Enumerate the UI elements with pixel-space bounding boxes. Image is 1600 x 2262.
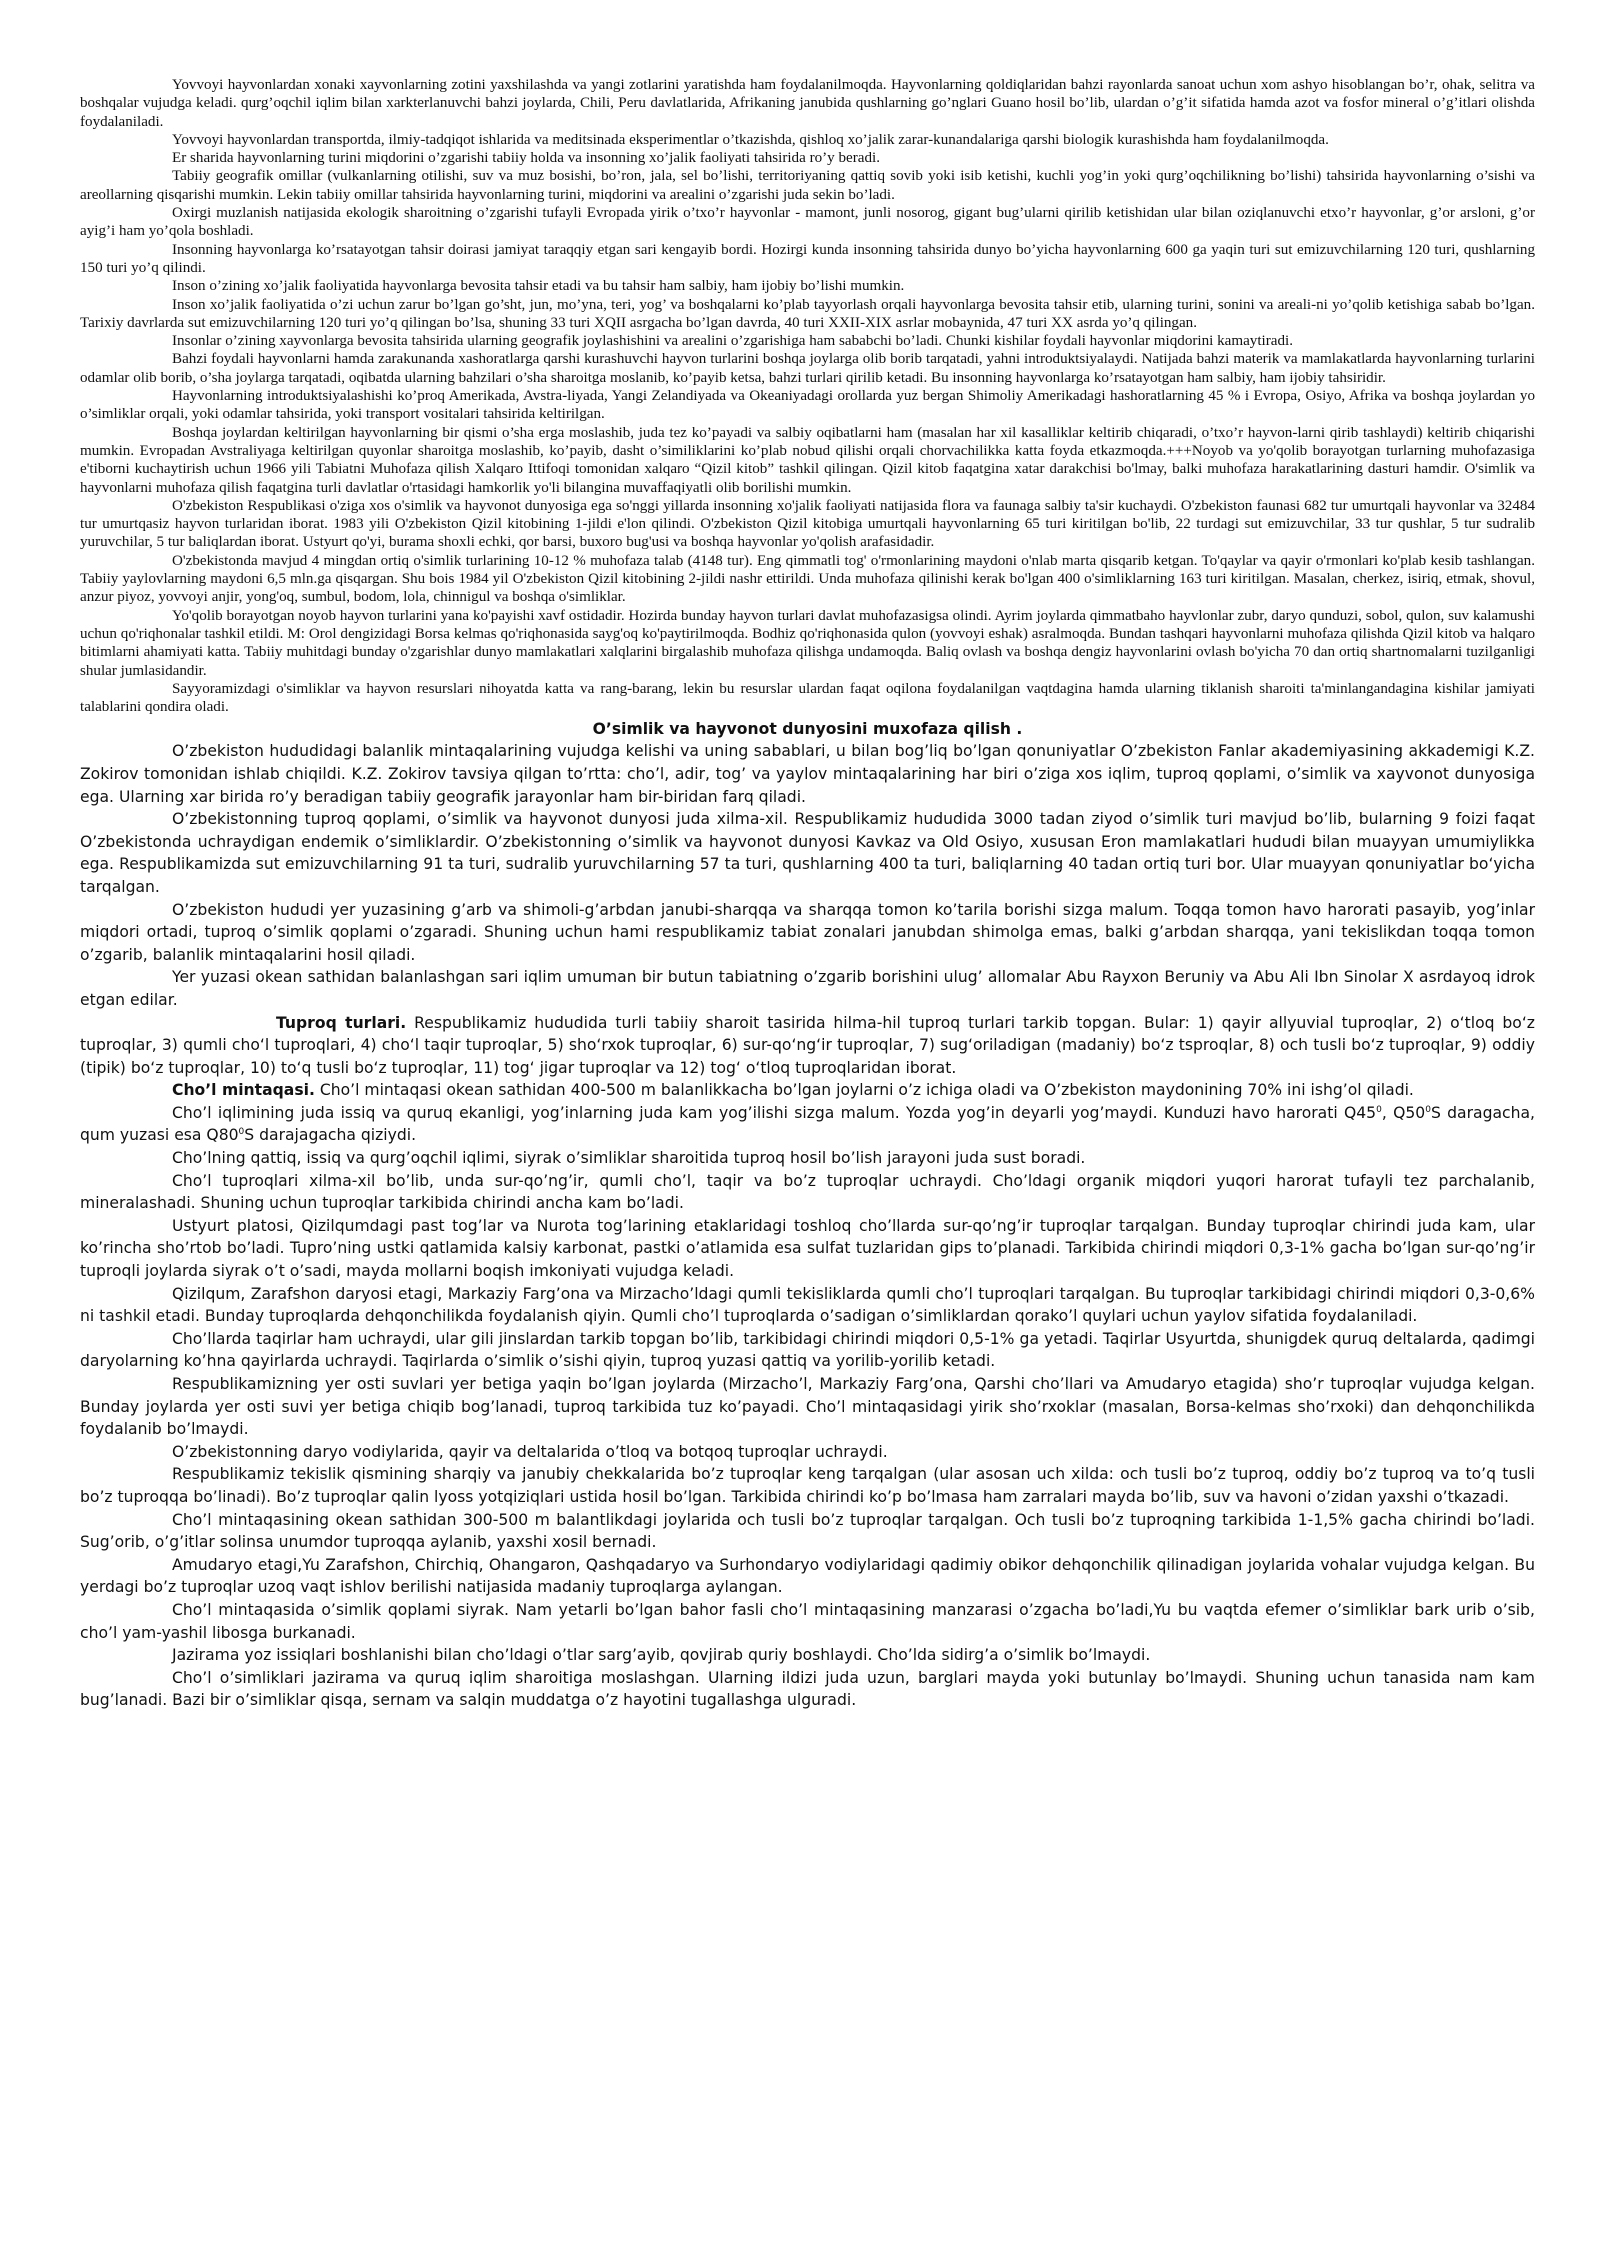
- text-run: S daragacha, qum yuzasi esa Q80: [80, 1103, 1536, 1145]
- paragraph: Yovvoyi hayvonlardan xonaki xayvonlarning zotini yaxshilashda va yangi zotlarini yaratishda ham foydalanilmoqda. Hayvonlarning qoldiqlaridan bahzi rayonlarda sanoat uchun xom ashyo hisoblangan bo’r, ohak, selitra va boshqalar vujudga keladi. qurg’oqchil iqlim bilan xarkterlanuvchi bahzi joylarda, Chili, Peru davlatlarida, Afrikaning janubida qushlarning go’nglari Guano hosil bo’lib, ulardan o’g’it sifatida hamda azot va fosfor mineral o’g’itlari olishda foydalaniladi.: [80, 77, 1535, 130]
- paragraph: Boshqa joylardan keltirilgan hayvonlarning bir qismi o’sha erga moslashib, juda tez ko’payadi va salbiy oqibatlarni ham (masalan har xil kasalliklar keltirib chiqaradi, o’txo’r hayvon-larni qirib tashlaydi) keltirib chiqarishi mumkin. Evropadan Avstraliyaga keltirilgan quyonlar sharoitga moslashib, ko’payib, dasht o’similiklarini ko’plab nobud qilishi orqali chorvachilikka katta foyda etkazmoqda.+++Noyob va yo'qolib borayotgan turlarning muhofazasiga e'tiborni kuchaytirish uchun 1966 yili Tabiatni Muhofaza qilish Xalqaro Ittifoqi tomonidan xalqaro “Qizil kitob” tashkil qilingan. Qizil kitob faqatgina xatar darakchisi bo'lmay, balki muhofaza harakatlarining dasturi hamdir. O'simlik va hayvonlarni muhofaza qilish faqatgina turli davlatlar o'rtasidagi hamkorlik yo'li bilangina muvaffaqiyatli olib borilishi mumkin.: [80, 424, 1535, 496]
- paragraph: Yovvoyi hayvonlardan transportda, ilmiy-tadqiqot ishlarida va meditsinada eksperimentlar o’tkazishda, qishloq xo’jalik zarar-kunandalariga qarshi biologik kurashishda ham foydalanilmoqda.: [172, 131, 1329, 148]
- degree-mark: 0: [1376, 1104, 1382, 1115]
- paragraph: O’zbekiston hududi yer yuzasining g’arb va shimoli-g’arbdan janubi-sharqqa va sharqqa tomon ko’tarila borishi sizga malum. Toqqa tomon havo harorati pasayib, yog’inlar miqdori ortadi, tuproq o’simlik qoplami o’zgaradi. Shuning uchun hami respublikamiz tabiat zonalari janubdan shimolga emas, balki g’arbdan sharqqa, yani tekislikdan toqqa tomon o’zgarib, balanlik mintaqalarini hosil qiladi.: [80, 900, 1535, 964]
- paragraph: Hayvonlarning introduktsiyalashishi ko’proq Amerikada, Avstra-liyada, Yangi Zelandiyada va Okeaniyadagi orollarda yuz bergan Shimoliy Amerikadagi hashoratlarning 45 % i Evropa, Osiyo, Afrika va boshqa joylardan yo o’simliklar orqali, yoki odamlar tahsirida, yoki transport vositalari tahsirida keltirilgan.: [80, 388, 1535, 423]
- text-run: S darajagacha qiziydi.: [244, 1126, 417, 1145]
- paragraph: Er sharida hayvonlarning turini miqdorini o’zgarishi tabiiy holda va insonning xo’jalik faoliyati tahsirida ro’y beradi.: [172, 150, 880, 167]
- paragraph: Insonning hayvonlarga ko’rsatayotgan tahsir doirasi jamiyat taraqqiy etgan sari kengayib bordi. Hozirgi kunda insonning tahsirida dunyo bo’yicha hayvonlarning 600 ga yaqin turi sut emizuvchilarning 120 turi, qushlarning 150 turi yo’q qilindi.: [80, 241, 1535, 276]
- paragraph: Inson o’zining xo’jalik faoliyatida hayvonlarga bevosita tahsir etadi va bu tahsir ham salbiy, ham ijobiy bo’lishi mumkin.: [172, 278, 905, 295]
- paragraph-climate: [80, 1102, 1535, 1147]
- paragraph: O'zbekiston Respublikasi o'ziga xos o'simlik va hayvonot dunyosiga ega so'nggi yillarda insonning xo'jalik faoliyati natijasida flora va faunaga salbiy ta'sir kuchaydi. O'zbekiston faunasi 682 tur umurtqali hayvonlar va 32484 tur umurtqasiz hayvon turlaridan iborat. 1983 yili O'zbekiston Qizil kitobining 1-jildi e'lon qilindi. O'zbekiston Qizil kitobiga umurtqali hayvonlarning 65 turi kiritilgan bo'lib, 22 turdagi sut emizuvchilar, 33 tur qushlar, 5 tur sudralib yuruvchilar, 5 tur baliqlardan iborat. Ustyurt qo'yi, burama shoxli echki, qor barsi, buxoro bug'usi va boshqa hayvonlar yo'qolish arafasidadir.: [80, 497, 1535, 551]
- paragraph: Yer yuzasi okean sathidan balanlashgan sari iqlim umuman bir butun tabiatning o’zgarib borishini ulug’ allomalar Abu Rayxon Beruniy va Abu Ali Ibn Sinolar X asrdayoq idrok etgan edilar.: [80, 968, 1535, 1009]
- paragraph-soil-types: [80, 1012, 1535, 1080]
- desert-zone-text: Cho’l mintaqasi okean sathidan 400-500 m balanlikkacha bo’lgan joylarni o’z ichiga oladi va O’zbekiston maydonining 70% ini ishg’ol qiladi.: [314, 1081, 1414, 1100]
- paragraph: Cho’lning qattiq, issiq va qurg’oqchil iqlimi, siyrak o’simliklar sharoitida tuproq hosil bo’lish jarayoni juda sust boradi.: [172, 1149, 1086, 1168]
- text-run: Cho’l iqlimining juda issiq va quruq ekanligi, yog’inlarning juda kam yog’ilishi sizga malum. Yozda yog’in deyarli yog’maydi. Kunduzi havo harorati Q45: [172, 1103, 1377, 1122]
- paragraph: Cho’llarda taqirlar ham uchraydi, ular gili jinslardan tarkib topgan bo’lib, tarkibidagi chirindi miqdori 0,5-1% ga yetadi. Taqirlar Usyurtda, shunigdek quruq deltalarda, qadimgi daryolarning ko’hna qayirlarda uchraydi. Taqirlarda o’simlik o’sishi qiyin, tuproq yuzasi qattiq va yorilib-yorilib ketadi.: [80, 1329, 1535, 1371]
- sans-section: [80, 740, 1535, 1712]
- paragraph: O’zbekistonning tuproq qoplami, o’simlik va hayvonot dunyosi juda xilma-xil. Respublikamiz hududida 3000 tadan ziyod o’simlik turi mavjud bo’lib, bularning 9 foizi faqat O’zbekistonda uchraydigan endemik o’simliklardir. O’zbekistonning o’simlik va hayvonot dunyosi Kavkaz va Old Osiyo, xususan Eron mamlakatlari hududi bilan muayyan umumiylikka ega. Respublikamizda sut emizuvchilarning 91 ta turi, sudralib yuruvchilarning 57 ta turi, qushlarning 400 ta turi, baliqlarning 40 tadan ortiq turi bor. Ular muayyan qonuniyatlar bo‘yicha tarqalgan.: [80, 810, 1535, 896]
- text-run: , Q50: [1381, 1103, 1426, 1122]
- paragraph: O’zbekiston hududidagi balanlik mintaqalarining vujudga kelishi va uning sabablari, u bilan bog’liq bo’lgan qonuniyatlar O’zbekiston Fanlar akademiyasining akkademigi K.Z. Zokirov tomonidan ishlab chiqildi. K.Z. Zokirov tavsiya qilgan to’rtta: cho’l, adir, tog’ va yaylov mintaqalarining har biri o’ziga xos iqlim, tuproq qoplami, o’simlik va xayvonot dunyosiga ega. Ularning xar birida ro’y beradigan tabiiy geografik jarayonlar ham bir-biridan farq qiladi.: [80, 742, 1535, 806]
- paragraph: Ustyurt platosi, Qizilqumdagi past tog’lar va Nurota tog’larining etaklaridagi toshloq cho’llarda sur-qo’ng’ir tuproqlar tarqalgan. Bunday tuproqlar chirindi juda kam, ular ko’rincha sho’rtob bo’ladi. Tupro’ning ustki qatlamida kalsiy karbonat, pastki o’atlamida esa sulfat tuzlaridan gips to’planadi. Tarkibida chirindi miqdori 0,3-1% gacha bo’lgan sur-qo’ng’ir tuproqli joylarda siyrak o’t o’sadi, mayda mollarni boqish imkoniyati vujudga keladi.: [80, 1216, 1535, 1281]
- paragraph-desert-zone: [80, 1079, 1535, 1102]
- paragraph: Inson xo’jalik faoliyatida o’zi uchun zarur bo’lgan go’sht, jun, mo’yna, teri, yog’ va boshqalarni ko’plab tayyorlash orqali hayvonlarga bevosita tahsir etib, ularning turini, sonini va areali-ni yo’qolib ketishiga sabab bo’lgan. Tarixiy davrlarda sut emizuvchilarning 120 turi yo’q qilingan bo’lsa, shuning 33 turi XQII asrgacha bo’lgan davrda, 40 turi XXII-XIX asrlar mobaynida, 47 turi XX asrda yo’q qilingan.: [80, 296, 1535, 331]
- paragraph: O'zbekistonda mavjud 4 mingdan ortiq o'simlik turlarining 10-12 % muhofaza talab (4148 tur). Eng qimmatli tog' o'rmonlarining maydoni o'nlab marta qisqarib ketgan. To'qaylar va qayir o'rmonlari ko'plab kesib tashlangan. Tabiiy yaylovlarning maydoni 6,5 mln.ga qisqargan. Shu bois 1984 yil O'zbekiston Qizil kitobining 2-jildi nashr ettirildi. Unda muhofaza qilinishi kerak bo'lgan 400 o'simliklarning 163 turi kiritilgan. Masalan, cherkez, isiriq, etmak, shovul, anzur piyoz, yovvoyi anjir, yong'oq, sumbul, bodom, lola, chinnigul va boshqa o'simliklar.: [80, 552, 1535, 606]
- paragraph: Insonlar o’zining xayvonlarga bevosita tahsirida ularning geografik joylashishini va arealini o’zgarishiga ham sababchi bo’ladi. Chunki kishilar foydali hayvonlar miqdorini kamaytiradi.: [172, 333, 1293, 350]
- desert-zone-title: Cho’l mintaqasi.: [172, 1081, 315, 1100]
- paragraph: Cho’l tuproqlari xilma-xil bo’lib, unda sur-qo’ng’ir, qumli cho’l, taqir va bo’z tuproqlar uchraydi. Cho’ldagi organik miqdori yuqori harorat tufayli tez parchalanib, mineralashadi. Shuning uchun tuproqlar tarkibida chirindi ancha kam bo’ladi.: [80, 1171, 1535, 1213]
- paragraph: Respublikamizning yer osti suvlari yer betiga yaqin bo’lgan joylarda (Mirzacho’l, Markaziy Farg’ona, Qarshi cho’llari va Amudaryo etagida) sho’r tuproqlar vujudga kelgan. Bunday joylarda yer osti suvi yer betiga chiqib bog’lanadi, tuproq tarkibida tuz ko’payadi. Cho’l mintaqasidagi yirik sho’rxoklar (masalan, Borsa-kelmas sho’rxoki) dan dehqonchilikda foydalanib bo’lmaydi.: [80, 1375, 1535, 1439]
- paragraph: Tabiiy geografik omillar (vulkanlarning otilishi, suv va muz bosishi, bo’ron, jala, sel bo’lishi, territoriyaning qattiq sovib yoki isib ketishi, kuchli yog’in yoki qurg’oqchilikning bo’lishi) tahsirida hayvonlarning o’sishi va areollarning qisqarishi mumkin. Lekin tabiiy omillar tahsirida hayvonlarning turini, miqdorini va arealini o’zgarishi juda sekin bo’ladi.: [80, 168, 1535, 203]
- paragraph: Sayyoramizdagi o'simliklar va hayvon resurslari nihoyatda katta va rang-barang, lekin bu resurslar ulardan faqat oqilona foydalanilgan vaqtdagina hamda ularning tiklanish sharoiti ta'minlangandagina kishilar jamiyati talablarini qondira oladi.: [80, 680, 1535, 716]
- paragraph: Respublikamiz tekislik qismining sharqiy va janubiy chekkalarida bo’z tuproqlar keng tarqalgan (ular asosan uch xilda: och tusli bo’z tuproq, oddiy bo’z tuproq va to’q tusli bo’z tuproqqa bo’linadi). Bo’z tuproqlar qalin lyoss yotqiziqlari ustida hosil bo’lgan. Tarkibida chirindi ko’p bo’lmasa ham zarralari mayda bo’lib, suv va havoni o’zidan yaxshi o’tkazadi.: [80, 1465, 1535, 1506]
- degree-mark: 0: [238, 1127, 245, 1138]
- paragraph: Cho’l mintaqasida o’simlik qoplami siyrak. Nam yetarli bo’lgan bahor fasli cho’l mintaqasining manzarasi o’zgacha bo’ladi,Yu bu vaqtda efemer o’simliklar bark urib o’sib, cho’l yam-yashil libosga burkanadi.: [80, 1600, 1535, 1642]
- paragraph: Cho’l mintaqasining okean sathidan 300-500 m balantlikdagi joylarida och tusli bo’z tuproqlar tarqalgan. Och tusli bo’z tuproqning tarkibida 1-1,5% gacha chirindi bo’ladi. Sug’orib, o’g’itlar solinsa unumdor tuproqqa aylanib, yaxshi xosil bernadi.: [80, 1510, 1535, 1552]
- document-page: [80, 76, 1535, 1712]
- paragraph: Oxirgi muzlanish natijasida ekologik sharoitning o’zgarishi tufayli Evropada yirik o’txo’r hayvonlar - mamont, junli nosorog, gigant bug’ularni qirilib ketishidan ular bilan oziqlanuvchi etxo’r hayvonlar, g’or arsloni, g’or ayig’i ham yo’qola boshladi.: [80, 205, 1535, 240]
- paragraph: O’zbekistonning daryo vodiylarida, qayir va deltalarida o’tloq va botqoq tuproqlar uchraydi.: [172, 1442, 888, 1461]
- paragraph: Cho’l o’simliklari jazirama va quruq iqlim sharoitiga moslashgan. Ularning ildizi juda uzun, barglari mayda yoki butunlay bo’lmaydi. Shuning uchun tanasida nam kam bug’lanadi. Bazi bir o’simliklar qisqa, sernam va salqin muddatga o’z hayotini tugallashga ulguradi.: [80, 1668, 1535, 1710]
- soil-types-text: Respublikamiz hududida turli tabiiy sharoit tasirida hilma-hil tuproq turlari tarkib topgan. Bular: 1) qayir allyuvial tuproqlar, 2) o‘tloq bo‘z tuproqlar, 3) qumli cho‘l tuproqlari, 4) cho‘l taqir tuproqlar, 5) sho‘rxok tuproqlar, 6) sur-qo‘ng‘ir tuproqlar, 7) sug‘oriladigan (madaniy) bo‘z tsproqlar, 8) och tusli bo‘z tuproqlar, 9) oddiy (tipik) bo‘z tuproqlar, 10) to‘q tusli bo‘z tuproqlar, 11) tog‘ jigar tuproqlar va 12) tog‘ o‘tloq tuproqlaridan iborat.: [80, 1013, 1535, 1077]
- paragraph: Yo'qolib borayotgan noyob hayvon turlarini yana ko'payishi xavf ostidadir. Hozirda bunday hayvon turlari davlat muhofazasigsa olindi. Ayrim joylarda qimmatbaho hayvlonlar zubr, daryo qunduzi, sobol, qulon, suv kalamushi uchun qo'riqhonalar tashkil etildi. M: Orol dengizidagi Borsa kelmas qo'riqhonasida sayg'oq ko'paytirilmoqda. Bodhiz qo'riqhonasida qulon (yovvoyi eshak) asralmoqda. Bundan tashqari hayvonlarni muhofaza qilishda Qizil kitob va halqaro bitimlarni ahamiyati katta. Tabiiy muhitdagi bunday o'zgarishlar dunyo mamlakatlari xalqlarini birgalashib muhofaza qilishga undamoqda. Baliq ovlash va boshqa dengiz hayvonlarini ovlash bo'yicha 70 dan ortiq shartnomalarni tuzilganligi shular jumlasidandir.: [80, 607, 1535, 679]
- paragraph: Qizilqum, Zarafshon daryosi etagi, Markaziy Farg’ona va Mirzacho’ldagi qumli tekisliklarda qumli cho’l tuproqlari tarqalgan. Bu tuproqlar tarkibidagi chirindi miqdori 0,3-0,6% ni tashkil etadi. Bunday tuproqlarda dehqonchilikda foydalanish qiyin. Qumli cho’l tuproqlarda o’sadigan o’simliklardan qorako’l quylari uchun yaylov sifatida foydalaniladi.: [80, 1284, 1535, 1326]
- paragraph: Bahzi foydali hayvonlarni hamda zarakunanda xashoratlarga qarshi kurashuvchi hayvon turlarini boshqa joylarga olib borib tarqatadi, yahni introduktsiyalaydi. Natijada bahzi materik va mamlakatlarda hayvonlarning turlarini odamlar olib borib, o’sha joylarga tarqatadi, oqibatda ularning bahzilari o’sha sharoitga moslanib, ko’payib ketsa, bahzi turlari qirilib ketadi. Bu insonning hayvonlarga ko’rsatayotgan ham salbiy, ham ijobiy tahsiridir.: [80, 351, 1535, 386]
- serif-section: [80, 76, 1535, 716]
- soil-types-title: Tuproq turlari.: [276, 1013, 407, 1032]
- paragraph: Jazirama yoz issiqlari boshlanishi bilan cho’ldagi o’tlar sarg’ayib, qovjirab quriy boshlaydi. Cho’lda sidirg’a o’simlik bo’lmaydi.: [172, 1646, 1151, 1665]
- paragraph: Amudaryo etagi,Yu Zarafshon, Chirchiq, Ohangaron, Qashqadaryo va Surhondaryo vodiylaridagi qadimiy obikor dehqonchilik qilinadigan joylarida vohalar vujudga kelgan. Bu yerdagi bo’z tuproqlar uzoq vaqt ishlov berilishi natijasida madaniy tuproqlarga aylangan.: [80, 1555, 1535, 1597]
- section-heading: O’simlik va hayvonot dunyosini muxofaza qilish .: [592, 720, 1023, 739]
- degree-mark: 0: [1425, 1104, 1431, 1115]
